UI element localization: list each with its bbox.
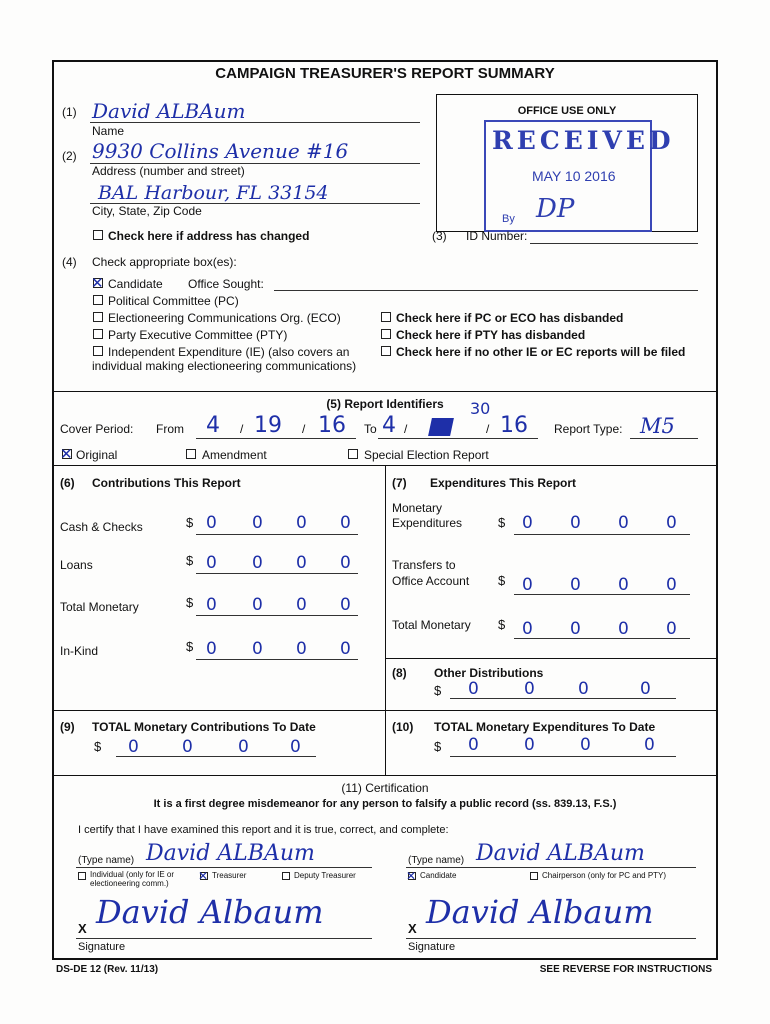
report-type-underline: [630, 438, 698, 439]
city-label: City, State, Zip Code: [92, 204, 202, 218]
id-number-underline: [530, 243, 698, 244]
right-typed-name-value[interactable]: David ALBAum: [476, 841, 645, 866]
no-other-reports-checkbox[interactable]: [381, 346, 391, 356]
other-dist-underline: [450, 698, 676, 699]
total-contrib-dollar-sign: $: [186, 595, 194, 610]
street-address-value[interactable]: 9930 Collins Avenue #16: [92, 139, 349, 163]
total-contrib-underline: [196, 615, 358, 616]
total-monetary-contrib-label: Total Monetary: [60, 600, 139, 614]
right-signature-x: X: [408, 921, 417, 936]
office-use-label: OFFICE USE ONLY: [517, 105, 617, 117]
in-kind-label: In-Kind: [60, 644, 99, 658]
from-month[interactable]: 4: [206, 413, 220, 438]
loans-dollar-sign: $: [186, 553, 194, 568]
from-day[interactable]: 19: [254, 413, 282, 438]
transfers-digit-3[interactable]: 0: [618, 575, 629, 595]
cash-digit-2[interactable]: 0: [252, 513, 263, 533]
ie-checkbox[interactable]: [93, 346, 103, 356]
section9-number: (9): [60, 720, 75, 734]
in-kind-dollar-sign: $: [186, 639, 194, 654]
individual-label: Individual (only for IE or electioneering comm.): [90, 870, 175, 888]
in-kind-underline: [196, 659, 358, 660]
left-signature-underline: [76, 938, 372, 939]
other-distributions-title: Other Distributions: [434, 666, 544, 680]
total-contrib-date-digit-1[interactable]: 0: [128, 737, 139, 757]
report-type-label: Report Type:: [554, 422, 623, 436]
loans-digit-2[interactable]: 0: [252, 553, 263, 573]
total-contrib-digit-4[interactable]: 0: [340, 595, 351, 615]
to-underline: [378, 438, 538, 439]
total-exp-date-digit-1[interactable]: 0: [468, 735, 479, 755]
pc-checkbox[interactable]: [93, 295, 103, 305]
special-election-label: Special Election Report: [364, 448, 489, 462]
to-day-scribble: [428, 418, 454, 436]
to-sep1: /: [404, 422, 408, 436]
loans-digit-1[interactable]: 0: [206, 553, 217, 573]
other-dist-digit-1[interactable]: 0: [468, 679, 479, 699]
total-expenditures-to-date-title: TOTAL Monetary Expenditures To Date: [434, 720, 656, 734]
total-exp-date-digit-4[interactable]: 0: [644, 735, 655, 755]
ie-label-line1: Independent Expenditure (IE) (also covers an: [108, 345, 350, 359]
form-title: CAMPAIGN TREASURER'S REPORT SUMMARY: [215, 65, 555, 82]
section1-number: (1): [62, 105, 77, 119]
candidate-label: Candidate: [108, 277, 163, 291]
total-exp-date-underline: [450, 756, 676, 757]
form-id: DS-DE 12 (Rev. 11/13): [56, 964, 159, 975]
section7-number: (7): [392, 476, 407, 490]
total-exp-digit-1[interactable]: 0: [522, 619, 533, 639]
transfers-digit-1[interactable]: 0: [522, 575, 533, 595]
city-state-zip-value[interactable]: BAL Harbour, FL 33154: [98, 182, 329, 204]
eco-checkbox[interactable]: [93, 312, 103, 322]
section10-number: (10): [392, 720, 414, 734]
total-contrib-digit-2[interactable]: 0: [252, 595, 263, 615]
contributions-title: Contributions This Report: [92, 476, 241, 490]
name-underline: [90, 122, 420, 123]
monetary-expenditures-label1: Monetary: [392, 501, 443, 515]
to-day-correction[interactable]: 30: [470, 399, 491, 418]
original-label: Original: [76, 448, 118, 462]
left-type-name-label: (Type name): [78, 855, 135, 866]
certification-statement: I certify that I have examined this report and it is true, correct, and complete:: [78, 824, 449, 836]
pc-eco-disbanded-label: Check here if PC or ECO has disbanded: [396, 311, 624, 325]
divider-section9: [52, 710, 718, 711]
total-exp-underline: [514, 638, 690, 639]
transfers-underline: [514, 594, 690, 595]
divider-section8: [385, 658, 718, 659]
from-sep2: /: [302, 422, 306, 436]
to-month[interactable]: 4: [382, 413, 396, 438]
total-exp-date-digit-2[interactable]: 0: [524, 735, 535, 755]
total-contrib-date-digit-3[interactable]: 0: [238, 737, 249, 757]
cash-digit-1[interactable]: 0: [206, 513, 217, 533]
loans-label: Loans: [60, 558, 93, 572]
street-label: Address (number and street): [92, 164, 245, 178]
total-monetary-exp-label: Total Monetary: [392, 618, 471, 632]
section8-number: (8): [392, 666, 407, 680]
check-boxes-label: Check appropriate box(es):: [92, 255, 237, 269]
no-other-reports-label: Check here if no other IE or EC reports will be filed: [396, 345, 686, 359]
address-changed-checkbox[interactable]: [93, 230, 103, 240]
right-signature-underline: [406, 938, 696, 939]
candidate-check-mark: ✕: [91, 274, 104, 292]
from-label: From: [156, 422, 184, 436]
chairperson-checkbox[interactable]: [530, 872, 538, 880]
other-dist-digit-3[interactable]: 0: [578, 679, 589, 699]
report-identifiers-header: (5) Report Identifiers: [326, 397, 444, 411]
candidate-name-value[interactable]: David ALBAum: [92, 99, 246, 123]
pc-eco-disbanded-checkbox[interactable]: [381, 312, 391, 322]
right-type-name-label: (Type name): [408, 855, 465, 866]
monetary-exp-digit-3[interactable]: 0: [618, 513, 629, 533]
loans-underline: [196, 573, 358, 574]
left-typed-name-value[interactable]: David ALBAum: [146, 841, 315, 866]
to-year[interactable]: 16: [500, 413, 528, 438]
total-contrib-digit-1[interactable]: 0: [206, 595, 217, 615]
original-check-mark: ✕: [60, 445, 73, 463]
to-sep2: /: [486, 422, 490, 436]
left-signature-label: Signature: [78, 941, 126, 953]
pty-disbanded-checkbox[interactable]: [381, 329, 391, 339]
right-signature[interactable]: David Albaum: [426, 893, 654, 931]
office-sought-underline: [274, 290, 698, 291]
transfers-digit-4[interactable]: 0: [666, 575, 677, 595]
expenditures-title: Expenditures This Report: [430, 476, 577, 490]
transfers-label2: Office Account: [392, 574, 470, 588]
ie-label-line2: individual making electioneering communications): [92, 359, 357, 373]
from-sep1: /: [240, 422, 244, 436]
cover-period-label: Cover Period:: [60, 422, 134, 436]
received-stamp-initials: DP: [536, 194, 575, 224]
in-kind-digit-4[interactable]: 0: [340, 639, 351, 659]
other-dist-digit-2[interactable]: 0: [524, 679, 535, 699]
received-stamp-by: By: [502, 213, 515, 225]
right-type-name-underline: [406, 867, 696, 868]
right-signature-label: Signature: [408, 941, 456, 953]
total-contrib-date-underline: [116, 756, 316, 757]
pty-label: Party Executive Committee (PTY): [108, 328, 288, 342]
other-dist-dollar-sign: $: [434, 683, 442, 698]
pc-label: Political Committee (PC): [108, 294, 239, 308]
address-changed-label: Check here if address has changed: [108, 229, 310, 243]
from-year[interactable]: 16: [318, 413, 346, 438]
loans-digit-3[interactable]: 0: [296, 553, 307, 573]
cash-dollar-sign: $: [186, 515, 194, 530]
pty-disbanded-label: Check here if PTY has disbanded: [396, 328, 586, 342]
monetary-exp-digit-4[interactable]: 0: [666, 513, 677, 533]
total-exp-digit-2[interactable]: 0: [570, 619, 581, 639]
cash-digit-4[interactable]: 0: [340, 513, 351, 533]
certification-warning: It is a first degree misdemeanor for any person to falsify a public record (ss. 839.13, F.S.): [153, 798, 617, 810]
deputy-treasurer-checkbox[interactable]: [282, 872, 290, 880]
section6-number: (6): [60, 476, 75, 490]
total-contrib-date-dollar-sign: $: [94, 739, 102, 754]
candidate-cert-label: Candidate: [420, 871, 457, 880]
cash-underline: [196, 534, 358, 535]
total-exp-dollar-sign: $: [498, 617, 506, 632]
total-exp-date-dollar-sign: $: [434, 739, 442, 754]
received-stamp-date: MAY 10 2016: [532, 168, 616, 184]
section3-number: (3): [432, 229, 447, 243]
total-contrib-date-digit-4[interactable]: 0: [290, 737, 301, 757]
in-kind-digit-1[interactable]: 0: [206, 639, 217, 659]
section4-number: (4): [62, 255, 77, 269]
transfers-digit-2[interactable]: 0: [570, 575, 581, 595]
total-contrib-digit-3[interactable]: 0: [296, 595, 307, 615]
cash-digit-3[interactable]: 0: [296, 513, 307, 533]
candidate-cert-check-mark: ✕: [406, 869, 417, 883]
transfers-label1: Transfers to: [392, 558, 456, 572]
from-underline: [196, 438, 356, 439]
amendment-checkbox[interactable]: [186, 449, 196, 459]
loans-digit-4[interactable]: 0: [340, 553, 351, 573]
received-stamp-text: RECEIVED: [492, 126, 675, 155]
special-election-checkbox[interactable]: [348, 449, 358, 459]
left-signature-x: X: [78, 921, 87, 936]
divider-section5: [52, 391, 718, 392]
other-dist-digit-4[interactable]: 0: [640, 679, 651, 699]
name-label: Name: [92, 124, 125, 138]
monetary-exp-underline: [514, 534, 690, 535]
section2-number: (2): [62, 149, 77, 163]
to-label: To: [364, 422, 377, 436]
total-contributions-to-date-title: TOTAL Monetary Contributions To Date: [92, 720, 316, 734]
individual-checkbox[interactable]: [78, 872, 86, 880]
monetary-exp-dollar-sign: $: [498, 515, 506, 530]
eco-label: Electioneering Communications Org. (ECO): [108, 311, 341, 325]
total-exp-digit-3[interactable]: 0: [618, 619, 629, 639]
left-type-name-underline: [76, 867, 372, 868]
total-contrib-date-digit-2[interactable]: 0: [182, 737, 193, 757]
divider-section11: [52, 775, 718, 776]
total-exp-date-digit-3[interactable]: 0: [580, 735, 591, 755]
cash-checks-label: Cash & Checks: [60, 520, 143, 534]
total-exp-digit-4[interactable]: 0: [666, 619, 677, 639]
monetary-expenditures-label2: Expenditures: [392, 516, 463, 530]
treasurer-check-mark: ✕: [198, 869, 209, 883]
column-divider: [385, 465, 386, 775]
office-sought-label: Office Sought:: [188, 277, 264, 291]
id-number-label: ID Number:: [466, 229, 528, 243]
treasurer-label: Treasurer: [212, 871, 247, 880]
deputy-treasurer-label: Deputy Treasurer: [294, 871, 356, 880]
certification-header: (11) Certification: [341, 781, 429, 795]
pty-checkbox[interactable]: [93, 329, 103, 339]
see-reverse-note: SEE REVERSE FOR INSTRUCTIONS: [539, 964, 712, 975]
transfers-dollar-sign: $: [498, 573, 506, 588]
monetary-exp-digit-2[interactable]: 0: [570, 513, 581, 533]
in-kind-digit-3[interactable]: 0: [296, 639, 307, 659]
in-kind-digit-2[interactable]: 0: [252, 639, 263, 659]
report-type-value[interactable]: M5: [640, 414, 675, 438]
chairperson-label: Chairperson (only for PC and PTY): [542, 871, 667, 880]
left-signature[interactable]: David Albaum: [96, 893, 324, 931]
monetary-exp-digit-1[interactable]: 0: [522, 513, 533, 533]
amendment-label: Amendment: [202, 448, 267, 462]
